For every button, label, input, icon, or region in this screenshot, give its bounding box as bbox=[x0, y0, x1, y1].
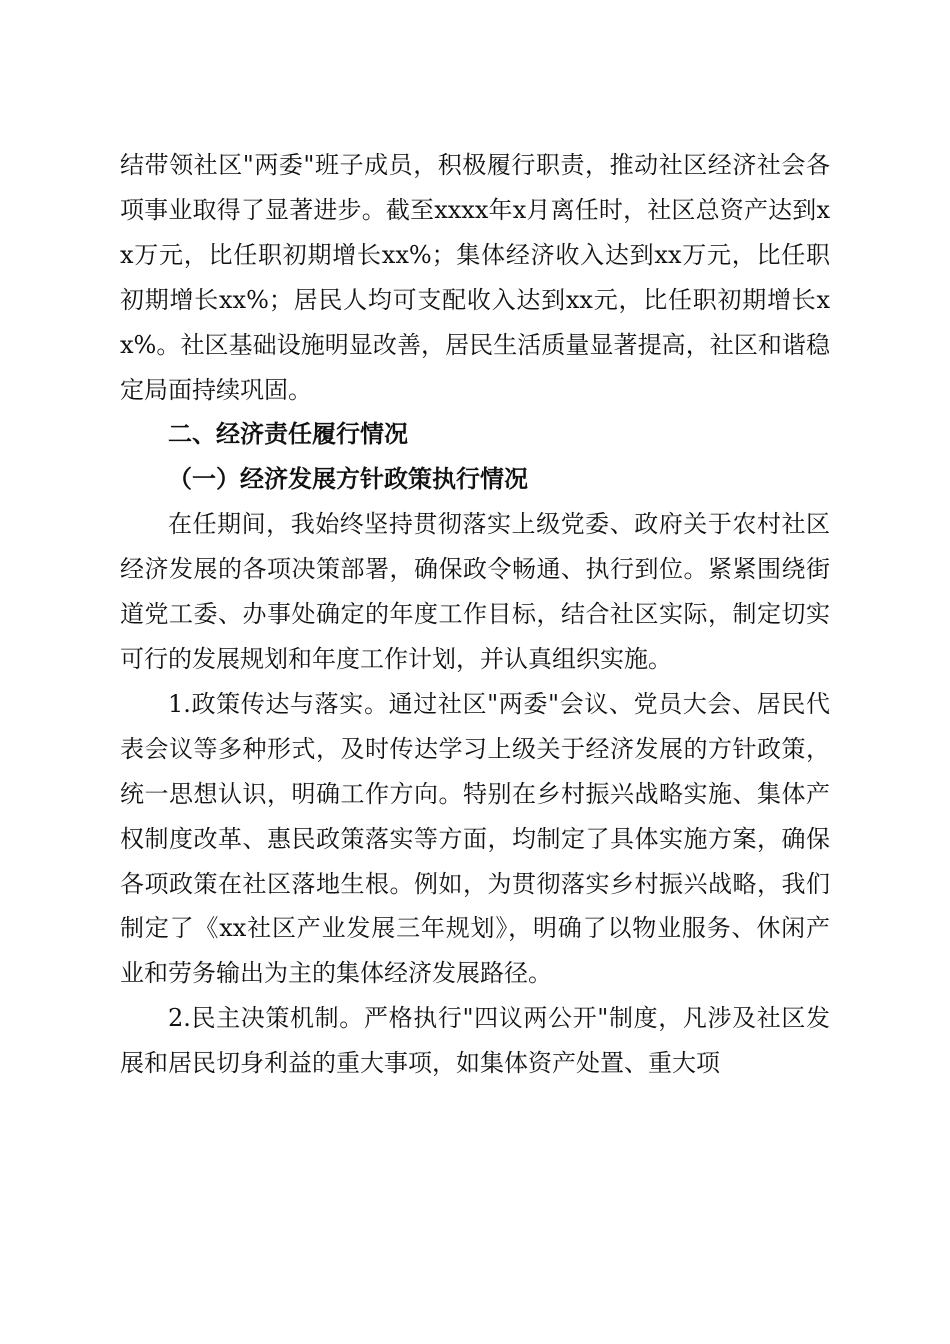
section-heading: 二、经济责任履行情况 bbox=[168, 420, 408, 449]
paragraph-item-1: 1.政策传达与落实。通过社区"两委"会议、党员大会、居民代表会议等多种形式，及时传达学习上级关于经济发展的方针政策，统一思想认识，明确工作方向。特别在乡村振兴战略实施、集体产权制度改革、惠民政策落实等方面，均制定了具体实施方案，确保各项政策在社区落地生根。例如，为贯彻落实乡村振兴战略，我们制定了《xx社区产业发展三年规划》，明确了以物业服务、休闲产业和劳务输出为主的集体经济发展路径。 bbox=[120, 689, 830, 988]
subsection-heading: （一）经济发展方针政策执行情况 bbox=[168, 464, 528, 494]
document-body bbox=[120, 143, 830, 1086]
paragraph-item-2: 2.民主决策机制。严格执行"四议两公开"制度，凡涉及社区发展和居民切身利益的重大事项，如集体资产处置、重大项 bbox=[120, 1004, 830, 1078]
paragraph-continuation: 结带领社区"两委"班子成员，积极履行职责，推动社区经济社会各项事业取得了显著进步。截至xxxx年x月离任时，社区总资产达到xx万元，比任职初期增长xx%；集体经济收入达到xx万元，比任职初期增长xx%；居民人均可支配收入达到xx元，比任职初期增长xx%。社区基础设施明显改善，居民生活质量显著提高，社区和谐稳定局面持续巩固。 bbox=[120, 151, 830, 404]
paragraph-intro: 在任期间，我始终坚持贯彻落实上级党委、政府关于农村社区经济发展的各项决策部署，确保政令畅通、执行到位。紧紧围绕街道党工委、办事处确定的年度工作目标，结合社区实际，制定切实可行的发展规划和年度工作计划，并认真组织实施。 bbox=[120, 510, 830, 673]
